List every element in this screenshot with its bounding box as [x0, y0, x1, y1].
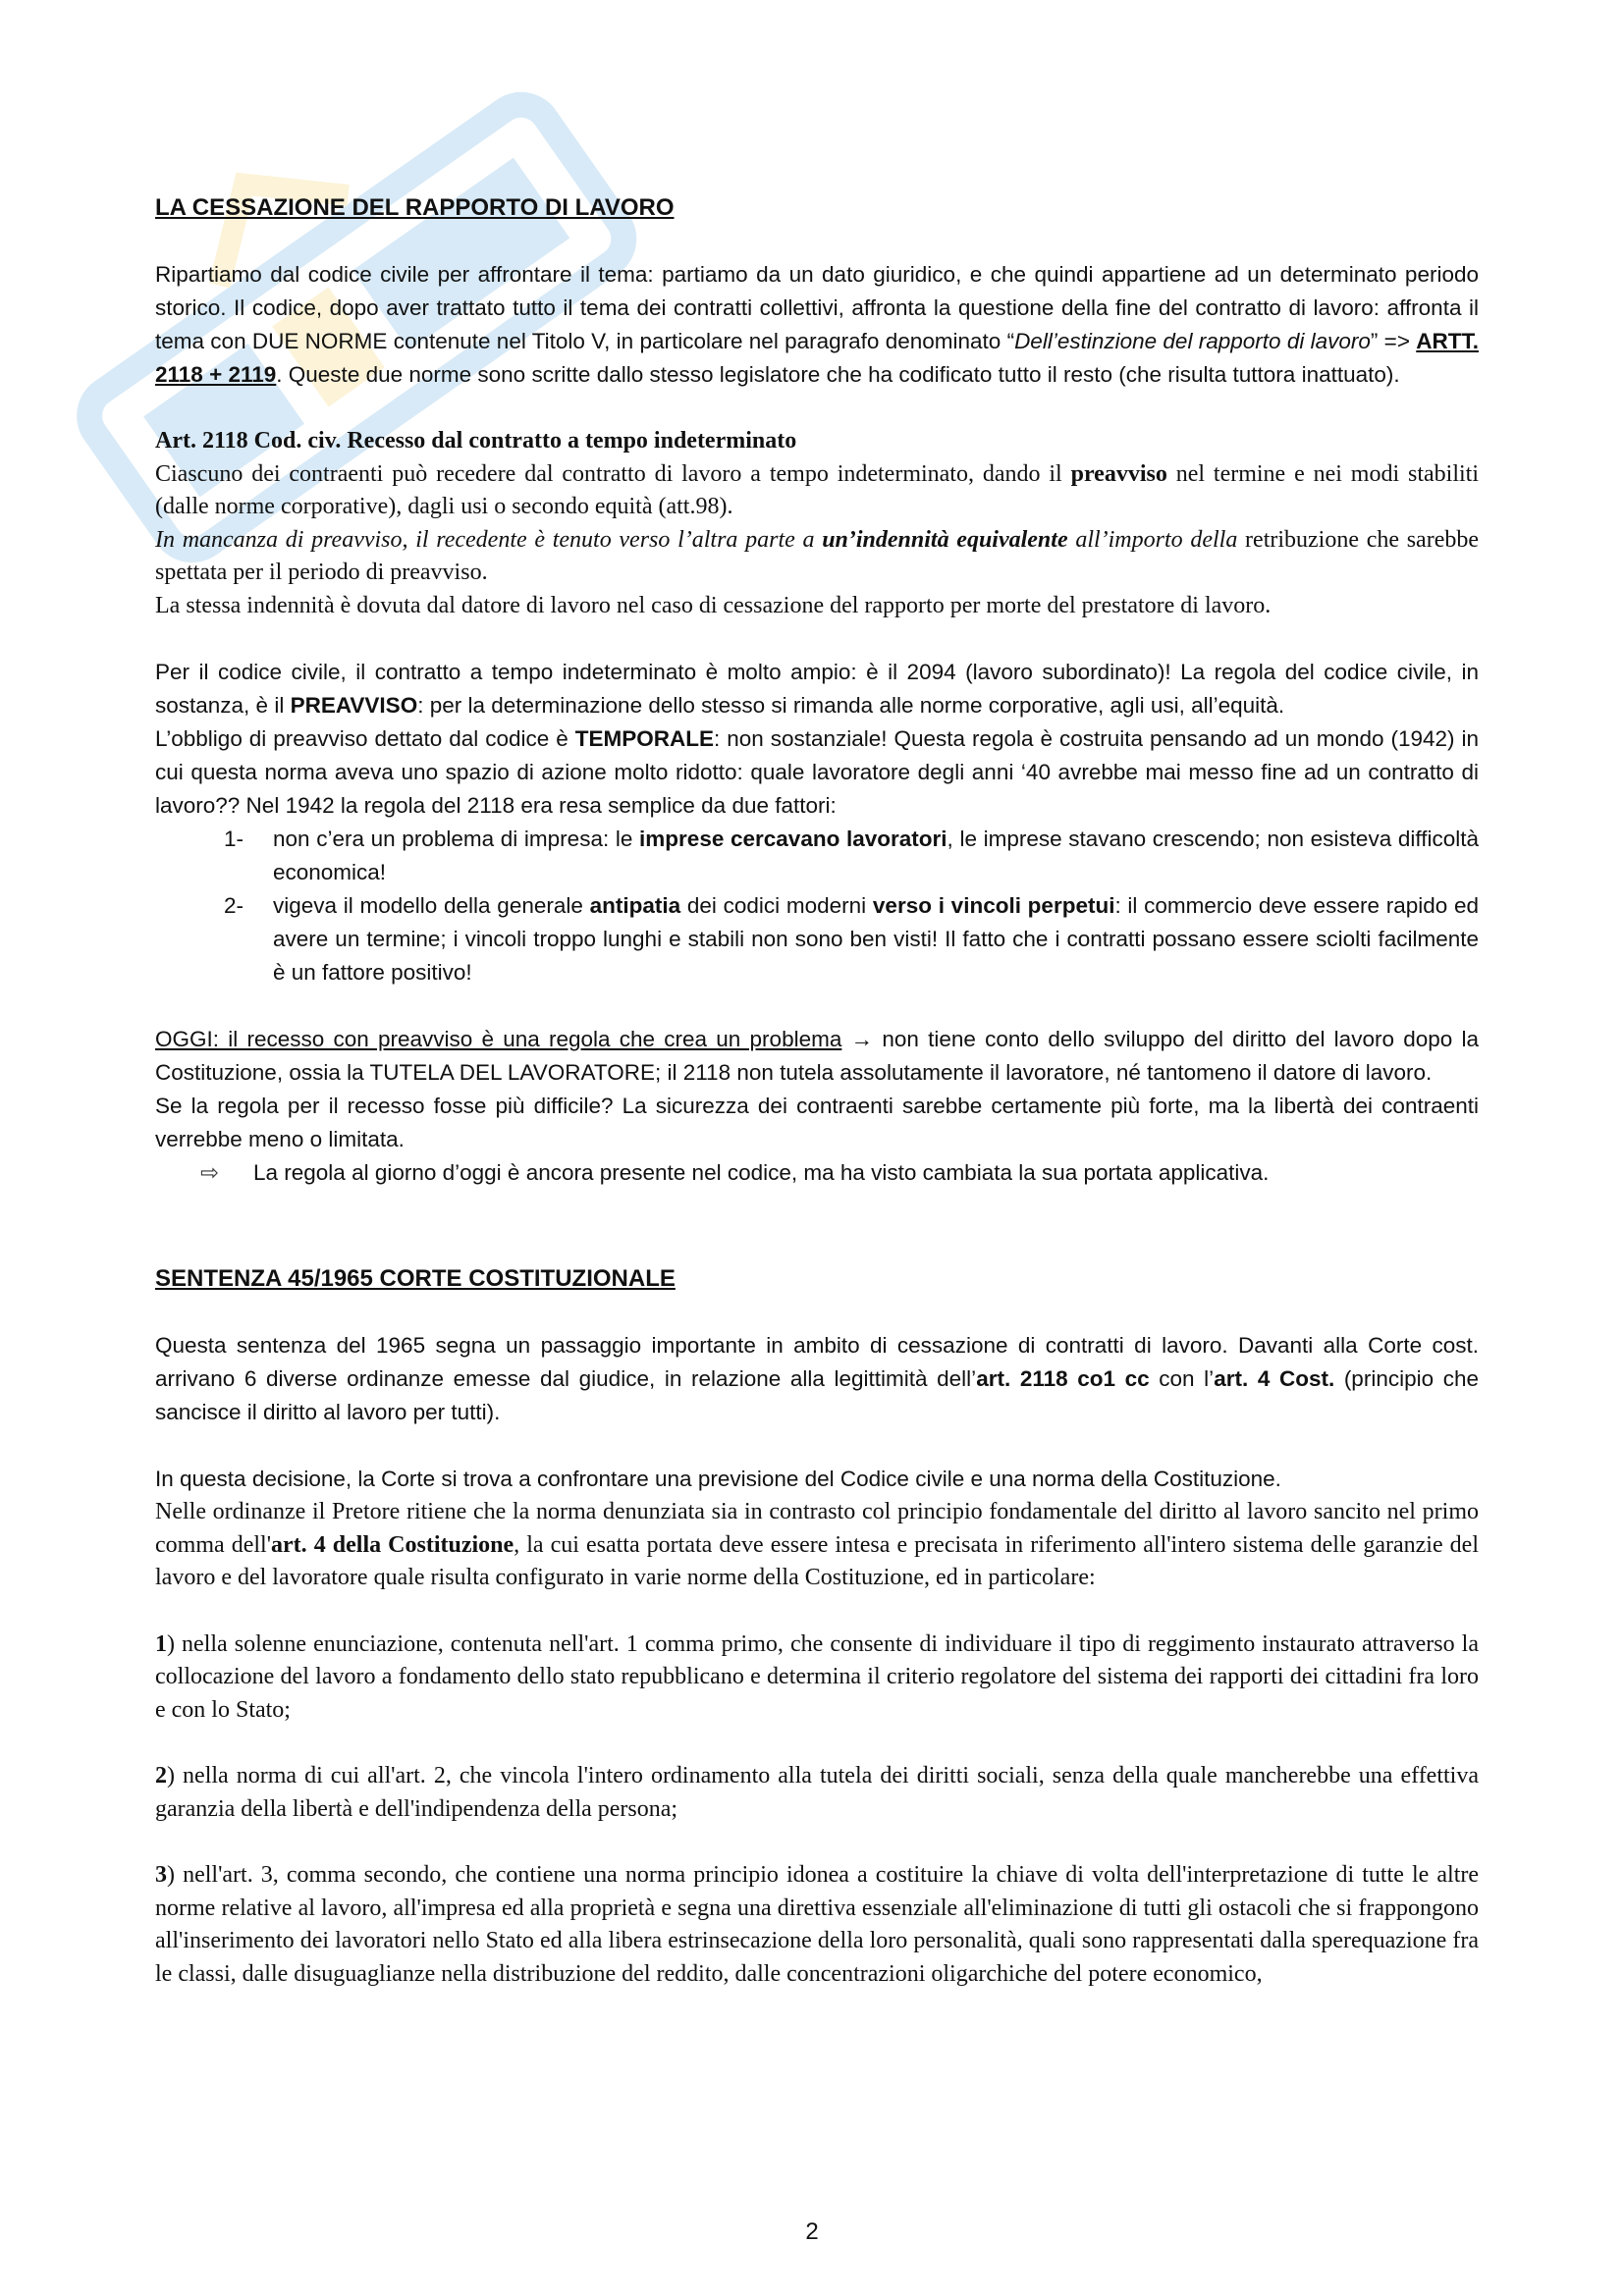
oggi-p1: [155, 1023, 1479, 1090]
list-item: [224, 889, 1479, 989]
article-text: Ciascuno dei contraenti può recedere dal contratto di lavoro a tempo indeterminato, dando il: [155, 460, 1071, 487]
commento-text: : non sostanziale! Questa regola è costruita pensando ad un mondo (1942) in cui questa norma aveva uno spazio di azione molto ridotto: quale lavoratore degli anni ‘40 avrebbe mai messo fine ad un contratto di lavoro?? Nel 1942 la regola del 2118 era resa semplice da due fattori:: [155, 726, 1479, 818]
articles-ref: ARTT. 2118 + 2119: [155, 329, 1479, 387]
article-2118-block: [155, 425, 1479, 622]
sentenza-text: Nelle ordinanze il Pretore ritiene che la norma denunziata sia in contrasto col principio fondamentale del diritto al lavoro sancito nel primo comma dell': [155, 1499, 1479, 1558]
item-text: ) nell'art. 3, comma secondo, che contiene una norma principio idonea a costituire la chiave di volta dell'interpretazione di tutte le altre norme relative al lavoro, all'impresa ed alla proprietà e segna una direttiva essenziale all'eliminazione di tutti gli ostacoli che si frappongono all'inserimento dei lavoratori nello Stato ed alla libera estrinsecazione della loro personalità, quali sono rappresentati dalla sperequazione fra le classi, dalle disuguaglianze nella distribuzione del reddito, dalle concentrazioni oligarchiche del potere economico,: [155, 1862, 1479, 1987]
list-keyword: antipatia: [589, 893, 681, 918]
sentenza-item-3: [155, 1859, 1479, 1991]
sentenza-text: Questa sentenza del 1965 segna un passaggio importante in ambito di cessazione di contratti di lavoro. Davanti alla Corte cost. arrivano 6 diverse ordinanze emesse dal giudice, in relazione alla legittimità dell’: [155, 1333, 1479, 1391]
page-number: 2: [805, 2218, 819, 2245]
list-text: dei codici moderni: [680, 893, 873, 918]
list-text: vigeva il modello della generale: [273, 893, 590, 918]
oggi-text: La regola al giorno d’oggi è ancora presente nel codice, ma ha visto cambiata la sua portata applicativa.: [253, 1160, 1270, 1185]
article-comma-2: [155, 524, 1479, 590]
oggi-text: → non tiene conto dello sviluppo del diritto del lavoro dopo la Costituzione, ossia la TUTELA DEL LAVORATORE; il 2118 non tutela assolutamente il lavoratore, né tantomeno il datore di lavoro.: [155, 1027, 1479, 1085]
article-keyword: preavviso: [1070, 460, 1167, 487]
intro-paragraph: [155, 258, 1479, 392]
commento-keyword: PREAVVISO: [290, 693, 418, 718]
sentenza-item-1: [155, 1629, 1479, 1728]
commento-text: L’obbligo di preavviso dettato dal codice è: [155, 726, 575, 751]
article-text: In mancanza di preavviso, il recedente è tenuto verso l’altra parte a: [155, 526, 823, 553]
article-text: nel termine e nei modi stabiliti (dalle norme corporative), dagli usi o secondo equità (att.98).: [155, 460, 1479, 519]
sentenza-p1: [155, 1329, 1479, 1429]
sentenza-text: (principio che sancisce il diritto al lavoro per tutti).: [155, 1366, 1479, 1424]
intro-text: . Queste due norme sono scritte dallo stesso legislatore che ha codificato tutto il resto (che risulta tuttora inattuato).: [276, 362, 1400, 387]
commento-text: Per il codice civile, il contratto a tempo indeterminato è molto ampio: è il 2094 (lavoro subordinato)! La regola del codice civile, in sostanza, è il: [155, 660, 1479, 718]
list-text: , le imprese stavano crescendo; non esisteva difficoltà economica!: [273, 827, 1479, 884]
list-keyword: imprese cercavano lavoratori: [639, 827, 947, 851]
sentenza-text: con l’: [1149, 1366, 1215, 1391]
intro-text: Ripartiamo dal codice civile per affrontare il tema: partiamo da un dato giuridico, e che quindi appartiene ad un determinato periodo storico. Il codice, dopo aver trattato tutto il tema dei contratti collettivi, affronta la questione della fine del contratto di lavoro: affronta il tema con DUE NORME contenute nel Titolo V, in particolare nel paragrafo denominato “: [155, 262, 1479, 353]
article-comma-3: La stessa indennità è dovuta dal datore di lavoro nel caso di cessazione del rapporto per morte del prestatore di lavoro.: [155, 592, 1272, 618]
commento-keyword: TEMPORALE: [574, 726, 714, 751]
oggi-block: [155, 1023, 1479, 1190]
fattori-list: [155, 823, 1479, 989]
oggi-lead: OGGI: il recesso con preavviso è una regola che crea un problema: [155, 1027, 842, 1051]
article-comma-1: [155, 458, 1479, 524]
sentenza-keyword: art. 4 Cost.: [1214, 1366, 1335, 1391]
article-heading: Art. 2118 Cod. civ. Recesso dal contratto a tempo indeterminato: [155, 428, 797, 454]
intro-paragraph-name: Dell’estinzione del rapporto di lavoro: [1014, 329, 1371, 353]
oggi-p2: Se la regola per il recesso fosse più difficile? La sicurezza dei contraenti sarebbe certamente più forte, ma la libertà dei contraenti verrebbe meno o limitata.: [155, 1094, 1479, 1151]
article-text: retribuzione che sarebbe spettata per il periodo di preavviso.: [155, 526, 1479, 585]
item-number: 1: [155, 1630, 167, 1657]
article-keyword: un’indennità equivalente: [822, 526, 1068, 553]
sentenza-title: SENTENZA 45/1965 CORTE COSTITUZIONALE: [155, 1265, 676, 1292]
commento-p2: [155, 722, 1479, 823]
article-text: all’importo della: [1067, 526, 1238, 553]
list-number: 1-: [224, 827, 244, 851]
right-arrow-icon: ⇨: [200, 1160, 219, 1185]
list-number: 2-: [224, 893, 244, 918]
intro-text: ” =>: [1370, 329, 1417, 353]
section-title: LA CESSAZIONE DEL RAPPORTO DI LAVORO: [155, 194, 675, 221]
list-text: : il commercio deve essere rapido ed avere un termine; i vincoli troppo lunghi e stabili non sono ben visti! Il fatto che i contratti possano essere sciolti facilmente è un fattore positivo!: [273, 893, 1480, 985]
commento-p1: [155, 656, 1479, 722]
sentenza-p3: [155, 1496, 1479, 1595]
commento-text: : per la determinazione dello stesso si rimanda alle norme corporative, agli usi, all’equità.: [417, 693, 1285, 718]
item-text: ) nella solenne enunciazione, contenuta nell'art. 1 comma primo, che consente di individuare il tipo di reggimento instaurato attraverso la collocazione del lavoro a fondamento dello stato repubblicano e determina il criterio regolatore del sistema dei rapporti dei cittadini fra loro e con lo Stato;: [155, 1630, 1479, 1723]
sentenza-item-2: [155, 1760, 1479, 1826]
sentenza-p2: In questa decisione, la Corte si trova a confrontare una previsione del Codice civile e una norma della Costituzione.: [155, 1467, 1281, 1491]
sentenza-keyword: art. 2118 co1 cc: [976, 1366, 1150, 1391]
commento-block: [155, 656, 1479, 989]
oggi-conclusion: [155, 1156, 1479, 1190]
document-body: [155, 191, 1479, 1991]
list-item: [224, 823, 1479, 889]
item-number: 2: [155, 1763, 167, 1789]
sentenza-keyword: art. 4 della Costituzione: [271, 1531, 514, 1558]
item-text: ) nella norma di cui all'art. 2, che vincola l'intero ordinamento alla tutela dei diritti sociali, senza della quale mancherebbe una effettiva garanzia della libertà e dell'indipendenza della persona;: [155, 1763, 1479, 1822]
item-number: 3: [155, 1862, 167, 1888]
list-keyword: verso i vincoli perpetui: [872, 893, 1115, 918]
list-text: non c’era un problema di impresa: le: [273, 827, 640, 851]
sentenza-text: , la cui esatta portata deve essere intesa e precisata in riferimento all'intero sistema delle garanzie del lavoro e del lavoratore quale risulta configurato in varie norme della Costituzione, ed in particolare:: [155, 1531, 1479, 1590]
